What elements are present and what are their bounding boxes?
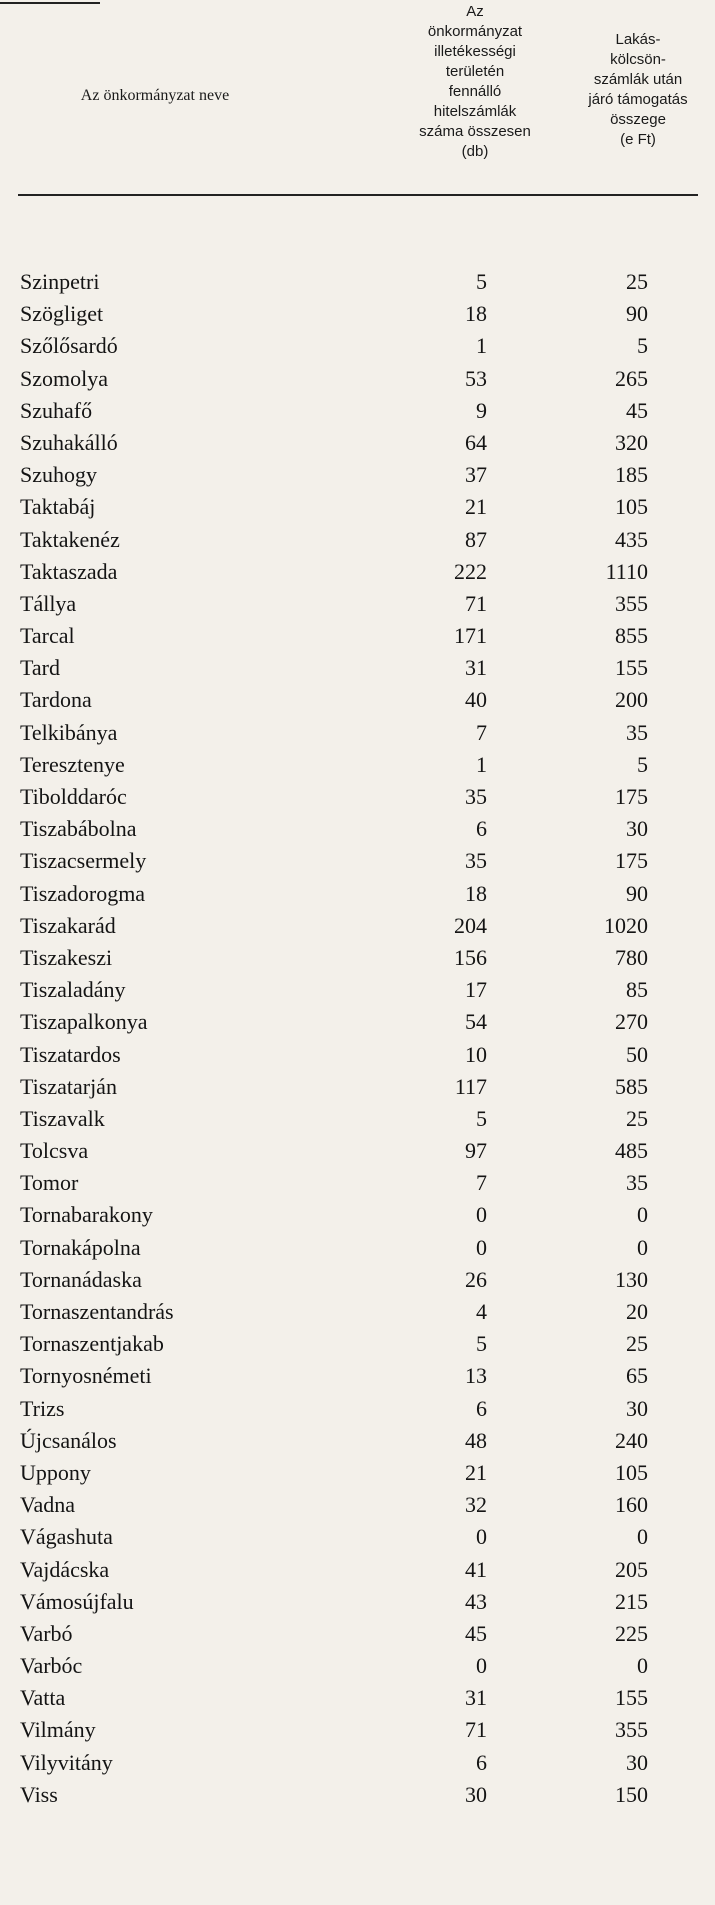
municipality-name: Szuhogy (20, 462, 97, 488)
account-count: 71 (465, 1717, 487, 1743)
account-count: 6 (476, 1749, 487, 1775)
support-amount: 35 (626, 1170, 648, 1196)
table-row (0, 1071, 715, 1103)
municipality-name: Szuhafő (20, 397, 93, 423)
municipality-name: Tard (20, 655, 60, 681)
account-count: 1 (476, 333, 487, 359)
support-amount: 320 (615, 429, 648, 455)
municipality-name: Taktakenéz (20, 526, 120, 552)
support-amount: 175 (615, 784, 648, 809)
support-amount: 1020 (604, 912, 648, 938)
account-count: 30 (465, 1781, 487, 1807)
municipality-name: Tibolddaróc (20, 784, 127, 809)
table-row (0, 1039, 715, 1071)
table-row (0, 491, 715, 523)
support-amount: 265 (615, 365, 648, 391)
support-amount: 355 (615, 590, 648, 616)
table-row (0, 1618, 715, 1650)
municipality-name: Tiszapalkonya (20, 1009, 148, 1035)
support-amount: 20 (626, 1299, 648, 1324)
account-count: 0 (476, 1653, 487, 1679)
support-amount: 185 (615, 462, 648, 488)
support-amount: 0 (637, 1524, 648, 1550)
table-row (0, 620, 715, 652)
support-amount: 25 (626, 1331, 648, 1357)
support-amount: 780 (615, 944, 648, 970)
municipality-name: Tiszavalk (20, 1105, 105, 1131)
municipality-name: Trizs (20, 1395, 65, 1421)
account-count: 54 (465, 1009, 487, 1035)
table-row (0, 1167, 715, 1199)
account-count: 13 (465, 1363, 487, 1389)
table-row (0, 1264, 715, 1296)
table-row (0, 524, 715, 556)
table-row (0, 974, 715, 1006)
top-rule (0, 2, 100, 4)
table-row (0, 1135, 715, 1167)
table-row (0, 813, 715, 845)
table-row (0, 878, 715, 910)
municipality-name: Tállya (20, 590, 77, 616)
municipality-name: Uppony (20, 1459, 91, 1485)
support-amount: 0 (637, 1202, 648, 1228)
table-row (0, 1103, 715, 1135)
support-amount: 215 (615, 1588, 648, 1614)
support-amount: 45 (626, 397, 648, 423)
account-count: 26 (465, 1266, 487, 1292)
table-row (0, 1296, 715, 1328)
municipality-name: Tomor (20, 1170, 79, 1196)
support-amount: 1110 (605, 558, 648, 584)
support-amount: 160 (615, 1492, 648, 1518)
account-count: 40 (465, 687, 487, 713)
table-row (0, 395, 715, 427)
support-amount: 50 (626, 1041, 648, 1067)
table-row (0, 684, 715, 716)
municipality-name: Szinpetri (20, 269, 100, 294)
support-amount: 5 (637, 333, 648, 359)
municipality-name: Szomolya (20, 365, 108, 391)
column-header-support: Lakás- kölcsön- számlák után járó támogatás összege (e Ft) (588, 31, 688, 148)
municipality-name: Tiszakarád (20, 912, 116, 938)
municipality-name: Varbó (20, 1620, 73, 1646)
column-header-accounts: Az önkormányzat illetékességi területén fennálló hitelszámlák száma összesen (db) (419, 3, 531, 160)
account-count: 117 (454, 1073, 487, 1099)
municipality-name: Taktaszada (20, 558, 118, 584)
table-row (0, 1232, 715, 1264)
support-amount: 155 (615, 1685, 648, 1711)
municipality-name: Vágashuta (20, 1524, 113, 1550)
table-row (0, 1586, 715, 1618)
municipality-name: Tornakápolna (20, 1234, 141, 1260)
municipality-name: Tiszatardos (20, 1041, 121, 1067)
table-row (0, 717, 715, 749)
table-row (0, 266, 715, 298)
account-count: 204 (454, 912, 487, 938)
municipality-name: Tiszaladány (20, 977, 126, 1003)
table-row (0, 363, 715, 395)
table-row (0, 1457, 715, 1489)
table-row (0, 1521, 715, 1553)
municipality-name: Vilyvitány (20, 1749, 113, 1775)
account-count: 10 (465, 1041, 487, 1067)
municipality-name: Tolcsva (20, 1138, 89, 1164)
support-amount: 5 (637, 751, 648, 777)
municipality-name: Taktabáj (20, 494, 96, 520)
table-row (0, 298, 715, 330)
support-amount: 435 (615, 526, 648, 552)
municipality-name: Tarcal (20, 623, 75, 649)
account-count: 7 (476, 1170, 487, 1196)
account-count: 6 (476, 816, 487, 842)
municipality-name: Szögliget (20, 301, 104, 327)
table-row (0, 588, 715, 620)
support-amount: 200 (615, 687, 648, 713)
municipality-name: Vámosújfalu (20, 1588, 134, 1614)
municipality-name: Tiszacsermely (20, 848, 147, 874)
account-count: 43 (465, 1588, 487, 1614)
table-row (0, 1328, 715, 1360)
support-amount: 240 (615, 1427, 648, 1453)
municipality-name: Tornanádaska (20, 1266, 142, 1292)
account-count: 31 (465, 655, 487, 681)
support-amount: 30 (626, 1749, 648, 1775)
municipality-name: Teresztenye (20, 751, 125, 777)
municipality-name: Vatta (20, 1685, 66, 1711)
account-count: 71 (465, 590, 487, 616)
table-body (0, 266, 715, 1811)
account-count: 37 (465, 462, 487, 488)
table-row (0, 1554, 715, 1586)
support-amount: 270 (615, 1009, 648, 1035)
table-row (0, 1650, 715, 1682)
support-amount: 485 (615, 1138, 648, 1164)
support-amount: 0 (637, 1234, 648, 1260)
table-row (0, 1006, 715, 1038)
municipality-name: Tiszakeszi (20, 944, 113, 970)
account-count: 18 (465, 880, 487, 906)
municipality-name: Tiszabábolna (20, 816, 137, 842)
table-row (0, 781, 715, 813)
municipality-name: Tiszadorogma (20, 880, 146, 906)
support-amount: 205 (615, 1556, 648, 1582)
account-count: 97 (465, 1138, 487, 1164)
table-row (0, 652, 715, 684)
municipality-name: Tiszatarján (20, 1073, 117, 1099)
account-count: 0 (476, 1524, 487, 1550)
account-count: 1 (476, 751, 487, 777)
table-row (0, 942, 715, 974)
support-amount: 355 (615, 1717, 648, 1743)
support-amount: 855 (615, 623, 648, 649)
header-rule (18, 194, 698, 196)
account-count: 0 (476, 1202, 487, 1228)
municipality-name: Szuhakálló (20, 429, 118, 455)
support-amount: 25 (626, 269, 648, 294)
table-row (0, 556, 715, 588)
support-amount: 130 (615, 1266, 648, 1292)
municipality-name: Vilmány (20, 1717, 96, 1743)
municipality-name: Telkibánya (20, 719, 118, 745)
account-count: 171 (454, 623, 487, 649)
table-row (0, 845, 715, 877)
account-count: 45 (465, 1620, 487, 1646)
table-row (0, 1714, 715, 1746)
support-amount: 30 (626, 816, 648, 842)
table-row (0, 427, 715, 459)
account-count: 6 (476, 1395, 487, 1421)
account-count: 35 (465, 848, 487, 874)
account-count: 18 (465, 301, 487, 327)
support-amount: 25 (626, 1105, 648, 1131)
municipality-name: Tornaszentjakab (20, 1331, 164, 1357)
account-count: 35 (465, 784, 487, 809)
table-row (0, 910, 715, 942)
account-count: 5 (476, 269, 487, 294)
support-amount: 225 (615, 1620, 648, 1646)
account-count: 64 (465, 429, 487, 455)
support-amount: 105 (615, 494, 648, 520)
account-count: 4 (476, 1299, 487, 1324)
account-count: 87 (465, 526, 487, 552)
account-count: 5 (476, 1331, 487, 1357)
account-count: 156 (454, 944, 487, 970)
support-amount: 65 (626, 1363, 648, 1389)
table-row (0, 1393, 715, 1425)
account-count: 48 (465, 1427, 487, 1453)
support-amount: 90 (626, 301, 648, 327)
municipality-name: Tornaszentandrás (20, 1299, 174, 1324)
account-count: 5 (476, 1105, 487, 1131)
account-count: 21 (465, 494, 487, 520)
account-count: 32 (465, 1492, 487, 1518)
table-row (0, 1489, 715, 1521)
support-amount: 175 (615, 848, 648, 874)
table-row (0, 1682, 715, 1714)
table-row (0, 1747, 715, 1779)
table-row (0, 1779, 715, 1811)
municipality-name: Vajdácska (20, 1556, 110, 1582)
support-amount: 35 (626, 719, 648, 745)
municipality-name: Varbóc (20, 1653, 83, 1679)
municipality-name: Tornabarakony (20, 1202, 153, 1228)
support-amount: 585 (615, 1073, 648, 1099)
account-count: 31 (465, 1685, 487, 1711)
table-row (0, 1360, 715, 1392)
support-amount: 85 (626, 977, 648, 1003)
municipality-name: Szőlősardó (20, 333, 118, 359)
support-amount: 155 (615, 655, 648, 681)
support-amount: 105 (615, 1459, 648, 1485)
account-count: 7 (476, 719, 487, 745)
account-count: 21 (465, 1459, 487, 1485)
account-count: 41 (465, 1556, 487, 1582)
support-amount: 0 (637, 1653, 648, 1679)
column-header-name: Az önkormányzat neve (80, 87, 230, 104)
municipality-name: Újcsanálos (20, 1427, 117, 1453)
account-count: 17 (465, 977, 487, 1003)
table-row (0, 1425, 715, 1457)
municipality-name: Viss (20, 1781, 58, 1807)
account-count: 53 (465, 365, 487, 391)
municipality-name: Tardona (20, 687, 92, 713)
table-row (0, 749, 715, 781)
municipality-name: Vadna (20, 1492, 75, 1518)
table-row (0, 1199, 715, 1231)
account-count: 0 (476, 1234, 487, 1260)
table-row (0, 459, 715, 491)
account-count: 222 (454, 558, 487, 584)
account-count: 9 (476, 397, 487, 423)
support-amount: 30 (626, 1395, 648, 1421)
table-row (0, 330, 715, 362)
support-amount: 150 (615, 1781, 648, 1807)
municipality-name: Tornyosnémeti (20, 1363, 152, 1389)
support-amount: 90 (626, 880, 648, 906)
